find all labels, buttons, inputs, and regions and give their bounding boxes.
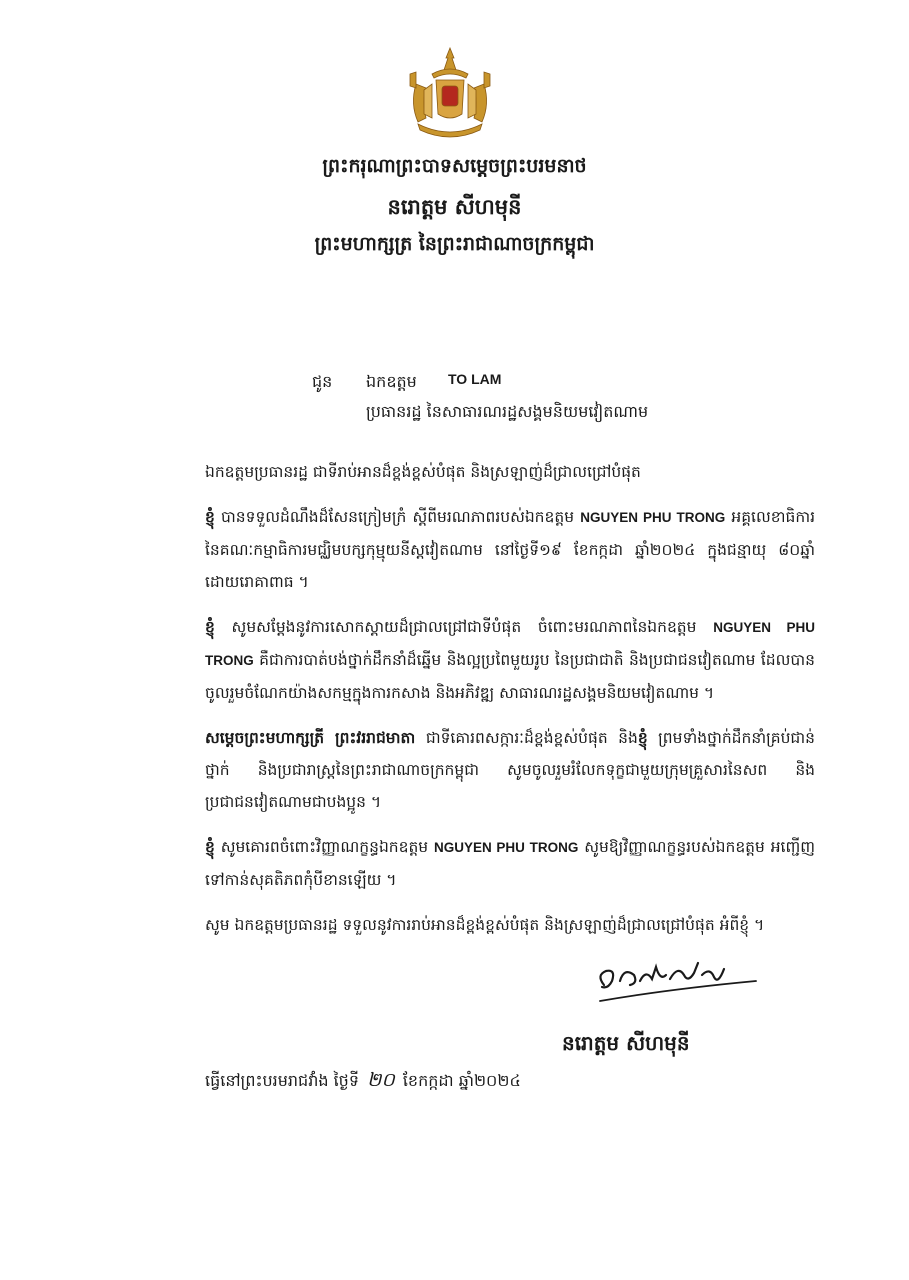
paragraph-4 (205, 722, 815, 818)
p4-text-b: ព្រមទាំងថ្នាក់ដឹកនាំគ្រប់ជាន់ថ្នាក់ និងប្រជារាស្ត្រនៃព្រះរាជាណាចក្រកម្ពុជា សូមចូលរួមរំលែកទុក្ខជាមួយក្រុមគ្រួសារនៃសព និងប្រជាជនវៀតណាមជាបងប្អូន ។ (205, 729, 816, 811)
p4-text-a: ជាទីគោរពសក្ការៈដ៏ខ្ពង់ខ្ពស់បំផុត និង (415, 729, 638, 747)
date-line (205, 1068, 521, 1096)
header-king-name: នរោត្តម សីហមុនី (387, 194, 522, 219)
p2-name: NGUYEN PHU TRONG (580, 510, 726, 525)
p5-text-b: សូមឱ្យវិញ្ញាណក្ខន្ធរបស់ឯកឧត្តម អញ្ជើញទៅកាន់សុគតិភពកុំបីខានឡើយ ។ (205, 838, 815, 889)
p3-lead: ខ្ញុំ (205, 618, 215, 636)
paragraph-salutation (205, 456, 815, 488)
recipient-name: TO LAM (448, 371, 502, 387)
date-day-handwritten: ២០ (367, 1069, 395, 1091)
p4-lead: សម្តេចព្រះមហាក្សត្រី ព្រះវររាជមាតា (205, 729, 416, 747)
closing-text: សូម ឯកឧត្តមប្រធានរដ្ឋ ទទួលនូវការរាប់អានដ៏ខ្ពង់ខ្ពស់បំផុត និងស្រឡាញ់ដ៏ជ្រាលជ្រៅបំផុត អំពីខ្ញុំ ។ (205, 916, 765, 934)
recipient-label: ជូន (312, 372, 333, 391)
handwritten-signature (590, 945, 770, 1015)
paragraph-2 (205, 501, 815, 598)
paragraph-closing (205, 909, 815, 941)
header-title-line3: ព្រះមហាក្សត្រ នៃព្រះរាជាណាចក្រកម្ពុជា (314, 233, 595, 255)
paragraph-5 (205, 831, 815, 896)
p5-text-a: សូមគោរពចំពោះវិញ្ញាណក្ខន្ធឯកឧត្តម (214, 838, 434, 856)
p5-lead: ខ្ញុំ (205, 838, 215, 856)
recipient-position: ប្រធានរដ្ឋ នៃសាធារណរដ្ឋសង្គមនិយមវៀតណាម (366, 402, 649, 421)
paragraph-3 (205, 611, 815, 709)
p3-name: NGUYEN PHU TRONG (205, 620, 816, 668)
p3-text-a: សូមសម្តែងនូវការសោកស្តាយដ៏ជ្រាលជ្រៅជាទីបំផុត ចំពោះមរណភាពនៃឯកឧត្តម (214, 618, 714, 636)
date-prefix: ធ្វើនៅព្រះបរមរាជវាំង ថ្ងៃទី (205, 1071, 359, 1090)
recipient-title: ឯកឧត្តម (366, 372, 417, 391)
date-suffix: ខែកក្កដា ឆ្នាំ២០២៤ (402, 1071, 521, 1090)
p2-text-b: អគ្គលេខាធិការ នៃគណៈកម្មាធិការមជ្ឈិមបក្សកុម្មុយនីស្តវៀតណាម នៅថ្ងៃទី១៩ ខែកក្កដា ឆ្នាំ២០២៤ ក្នុងជន្មាយុ ៨០ឆ្នាំ ដោយរោគាពាធ ។ (205, 508, 816, 591)
royal-coat-of-arms-icon (402, 44, 498, 144)
p3-text-b: គឺជាការបាត់បង់ថ្នាក់ដឹកនាំដ៏ឆ្នើម និងល្អប្រពៃមួយរូប នៃប្រជាជាតិ និងប្រជាជនវៀតណាម ដែលបានចូលរួមចំណែកយ៉ាងសកម្មក្នុងការកសាង និងអភិវឌ្ឍ សាធារណរដ្ឋសង្គមនិយមវៀតណាម ។ (205, 651, 815, 702)
header-title-line1: ព្រះករុណាព្រះបាទសម្ដេចព្រះបរមនាថ (322, 155, 587, 177)
p5-name: NGUYEN PHU TRONG (434, 840, 579, 855)
signer-printed-name: នរោត្តម សីហមុនី (562, 1031, 690, 1055)
p2-lead: ខ្ញុំ (205, 508, 215, 526)
letter-body (205, 456, 815, 954)
p2-text-a: បានទទួលដំណឹងដ៏សែនក្រៀមក្រំ ស្តីពីមរណភាពរបស់ឯកឧត្តម (214, 508, 581, 526)
p4-khnom: ខ្ញុំ (637, 729, 648, 747)
salutation-text: ឯកឧត្តមប្រធានរដ្ឋ ជាទីរាប់អានដ៏ខ្ពង់ខ្ពស់បំផុត និងស្រឡាញ់ដ៏ជ្រាលជ្រៅបំផុត (205, 463, 641, 481)
